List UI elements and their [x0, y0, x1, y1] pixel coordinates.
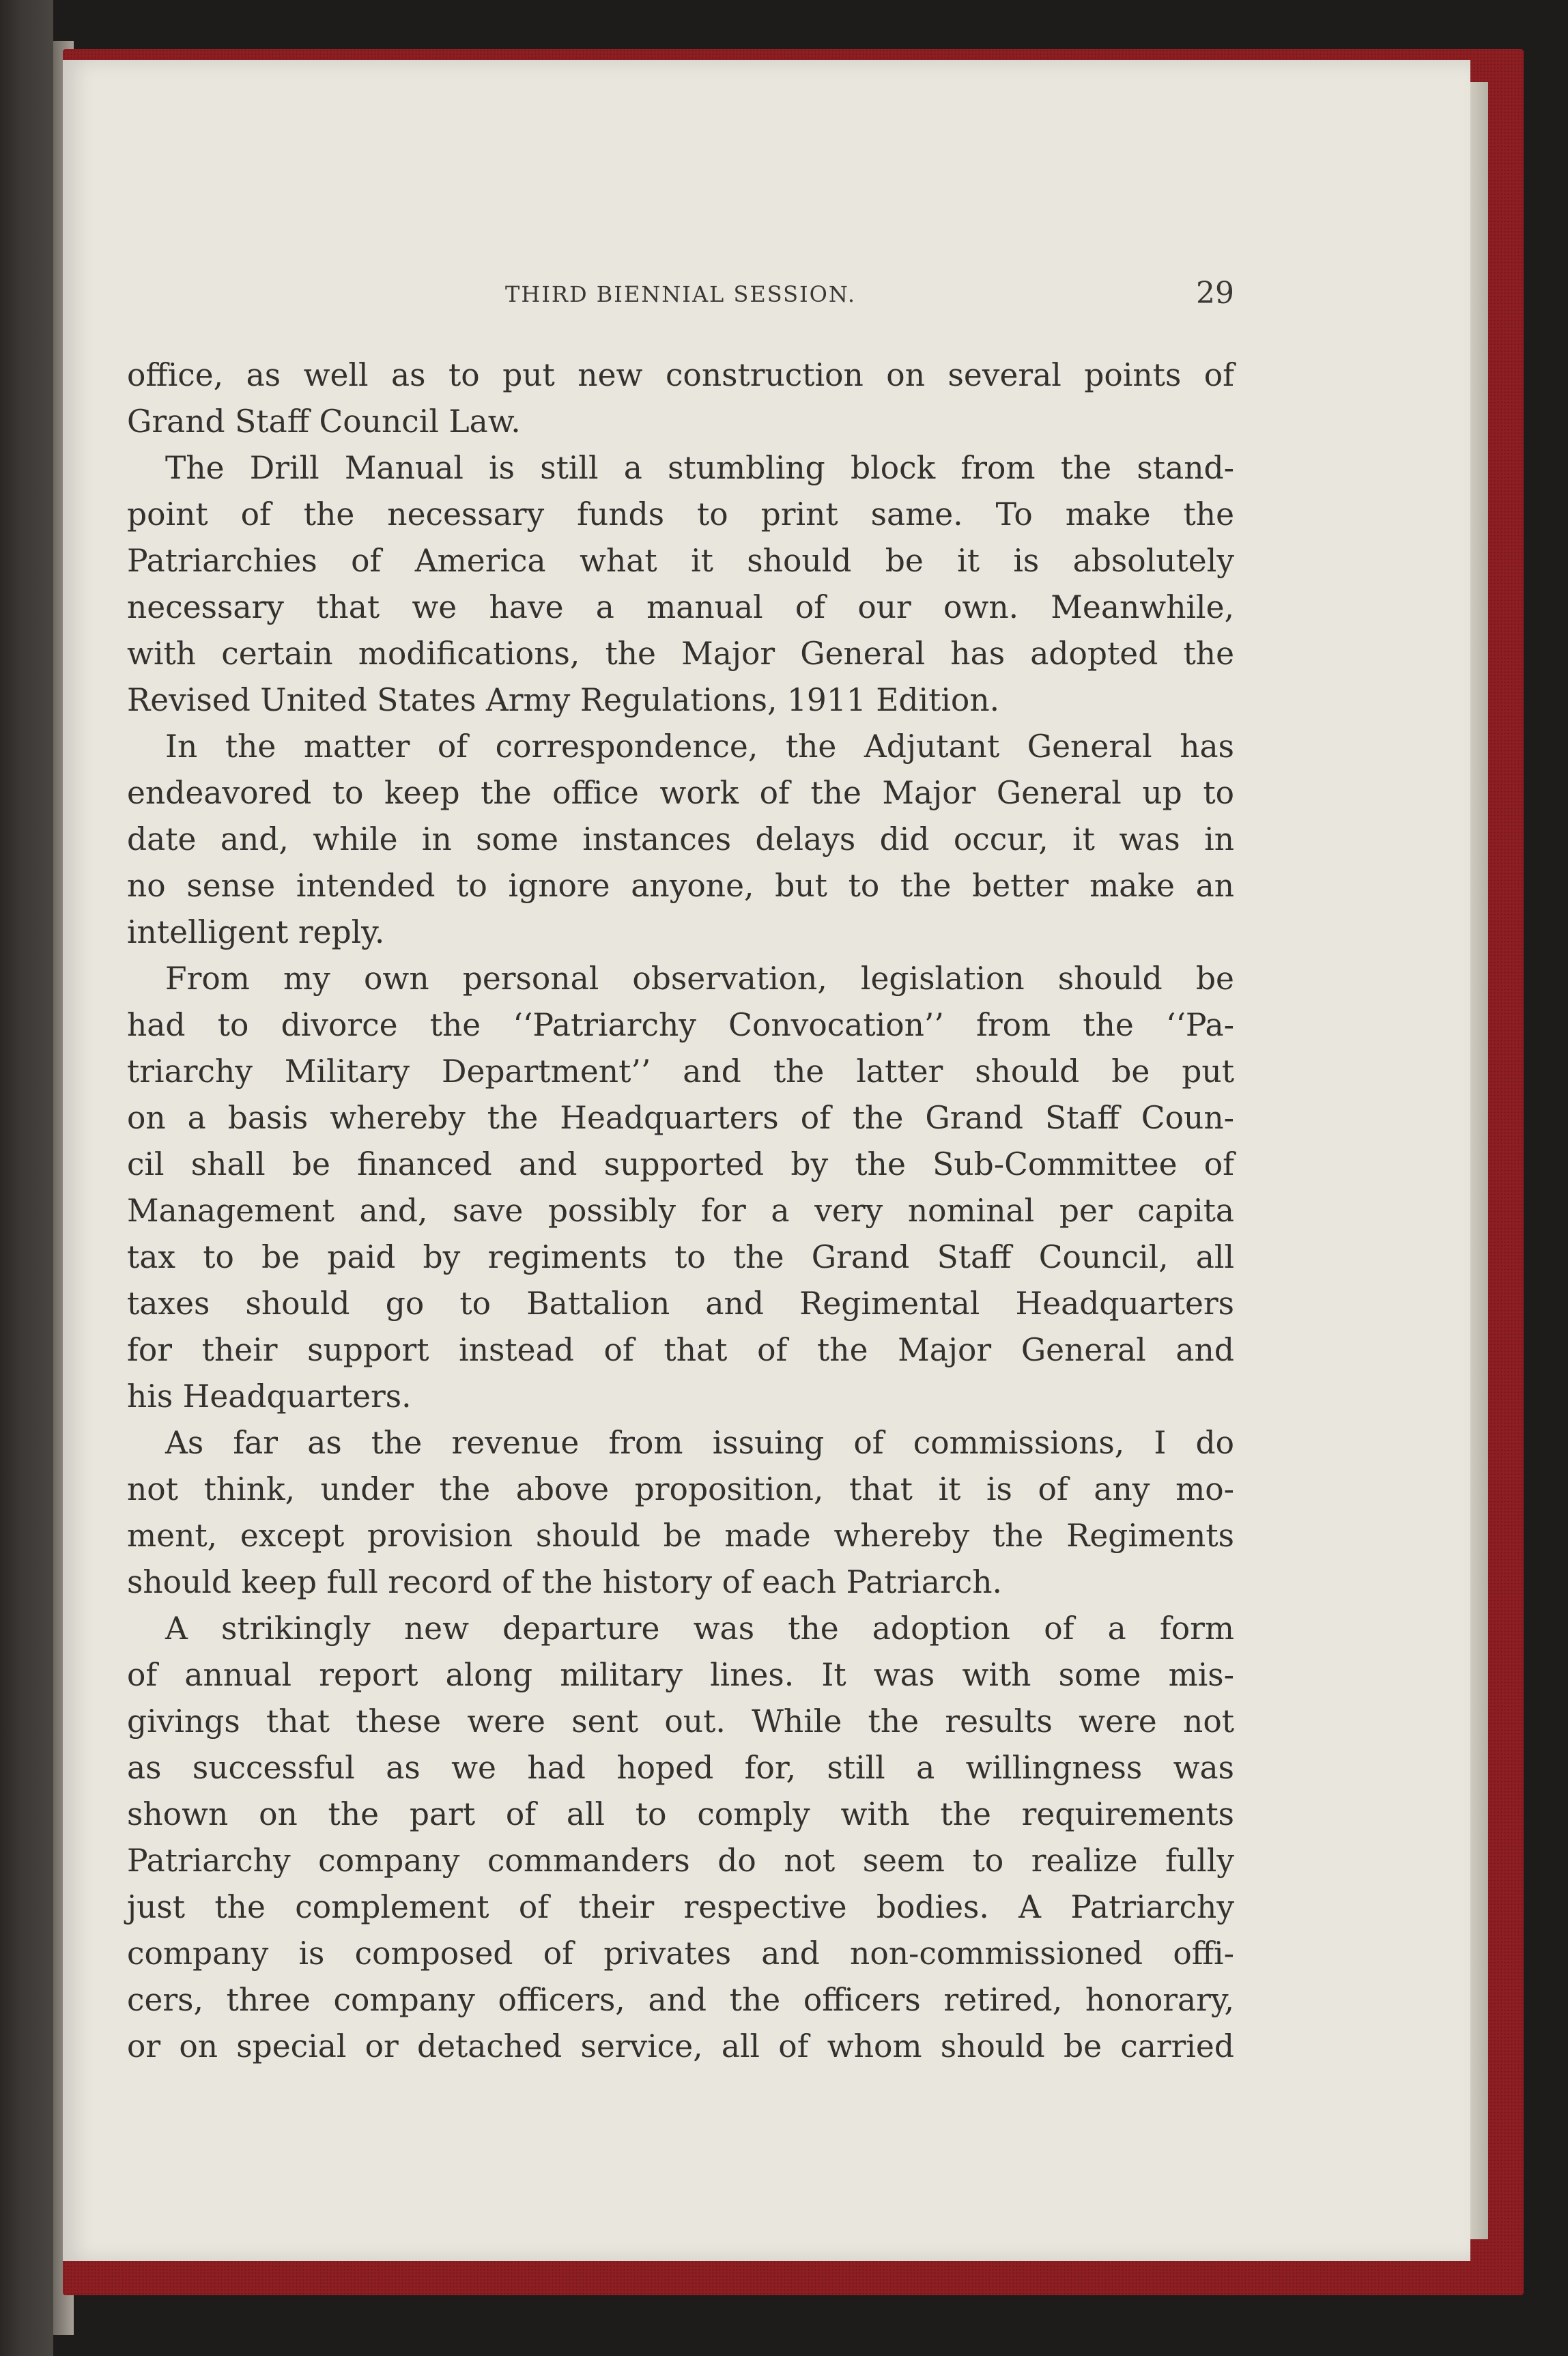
text-line: for their support instead of that of the Major General and — [127, 1332, 1234, 1368]
text-line: necessary that we have a manual of our own. Meanwhile, — [127, 589, 1234, 625]
page-stack-edge — [1470, 82, 1488, 2239]
text-line: of annual report along military lines. It was with some mis- — [127, 1657, 1234, 1693]
text-line: cers, three company officers, and the officers retired, honorary, — [127, 1982, 1234, 2018]
text-line: as successful as we had hoped for, still a willingness was — [127, 1750, 1234, 1786]
page-text-block — [127, 276, 1234, 2070]
text-line: From my own personal observation, legislation should be — [165, 961, 1234, 997]
text-line: triarchy Military Department’’ and the latter should be put — [127, 1053, 1234, 1090]
text-line: no sense intended to ignore anyone, but to the better make an — [127, 868, 1234, 904]
text-line: taxes should go to Battalion and Regimental Headquarters — [127, 1286, 1234, 1322]
text-line: A strikingly new departure was the adoption of a form — [165, 1610, 1234, 1647]
page-number: 29 — [1196, 276, 1234, 311]
text-line: just the complement of their respective bodies. A Patriarchy — [127, 1889, 1234, 1925]
text-line: on a basis whereby the Headquarters of the Grand Staff Coun- — [127, 1100, 1234, 1136]
text-line: company is composed of privates and non-commissioned offi- — [127, 1935, 1234, 1972]
text-line: Management and, save possibly for a very nominal per capita — [127, 1193, 1234, 1229]
text-line: intelligent reply. — [127, 914, 385, 950]
page-header — [127, 276, 1234, 317]
text-line: should keep full record of the history of each Patriarch. — [127, 1564, 1002, 1600]
paragraph — [127, 956, 1234, 1420]
text-line: givings that these were sent out. While the results were not — [127, 1703, 1234, 1740]
paragraph — [127, 445, 1234, 724]
text-line: cil shall be financed and supported by the Sub-Committee of — [127, 1146, 1234, 1182]
running-head: THIRD BIENNIAL SESSION. — [504, 281, 857, 307]
paragraph — [127, 352, 1234, 445]
text-line: had to divorce the ‘‘Patriarchy Convocation’’ from the ‘‘Pa- — [127, 1007, 1234, 1043]
text-line: The Drill Manual is still a stumbling block from the stand- — [165, 450, 1234, 486]
text-line: Revised United States Army Regulations, 1911 Edition. — [127, 682, 1000, 718]
text-line: shown on the part of all to comply with the requirements — [127, 1796, 1234, 1832]
text-line: As far as the revenue from issuing of commissions, I do — [165, 1425, 1234, 1461]
text-line: not think, under the above proposition, that it is of any mo- — [127, 1471, 1234, 1507]
text-line: Grand Staff Council Law. — [127, 403, 521, 440]
previous-page-edge — [0, 0, 53, 2356]
text-line: Patriarchy company commanders do not seem to realize fully — [127, 1843, 1234, 1879]
text-line: with certain modifications, the Major General has adopted the — [127, 636, 1234, 672]
text-line: Patriarchies of America what it should be it is absolutely — [127, 543, 1234, 579]
text-line: office, as well as to put new construction on several points of — [127, 357, 1234, 393]
paragraph — [127, 1420, 1234, 1606]
text-line: or on special or detached service, all of whom should be carried — [127, 2028, 1234, 2064]
text-line: tax to be paid by regiments to the Grand Staff Council, all — [127, 1239, 1234, 1275]
text-line: date and, while in some instances delays did occur, it was in — [127, 821, 1234, 857]
text-line: In the matter of correspondence, the Adjutant General has — [165, 728, 1234, 765]
text-line: endeavored to keep the office work of the Major General up to — [127, 775, 1234, 811]
text-line: point of the necessary funds to print same. To make the — [127, 496, 1234, 533]
paragraph — [127, 724, 1234, 956]
paragraph — [127, 1606, 1234, 2070]
text-line: ment, except provision should be made whereby the Regiments — [127, 1518, 1234, 1554]
text-line: his Headquarters. — [127, 1378, 412, 1415]
